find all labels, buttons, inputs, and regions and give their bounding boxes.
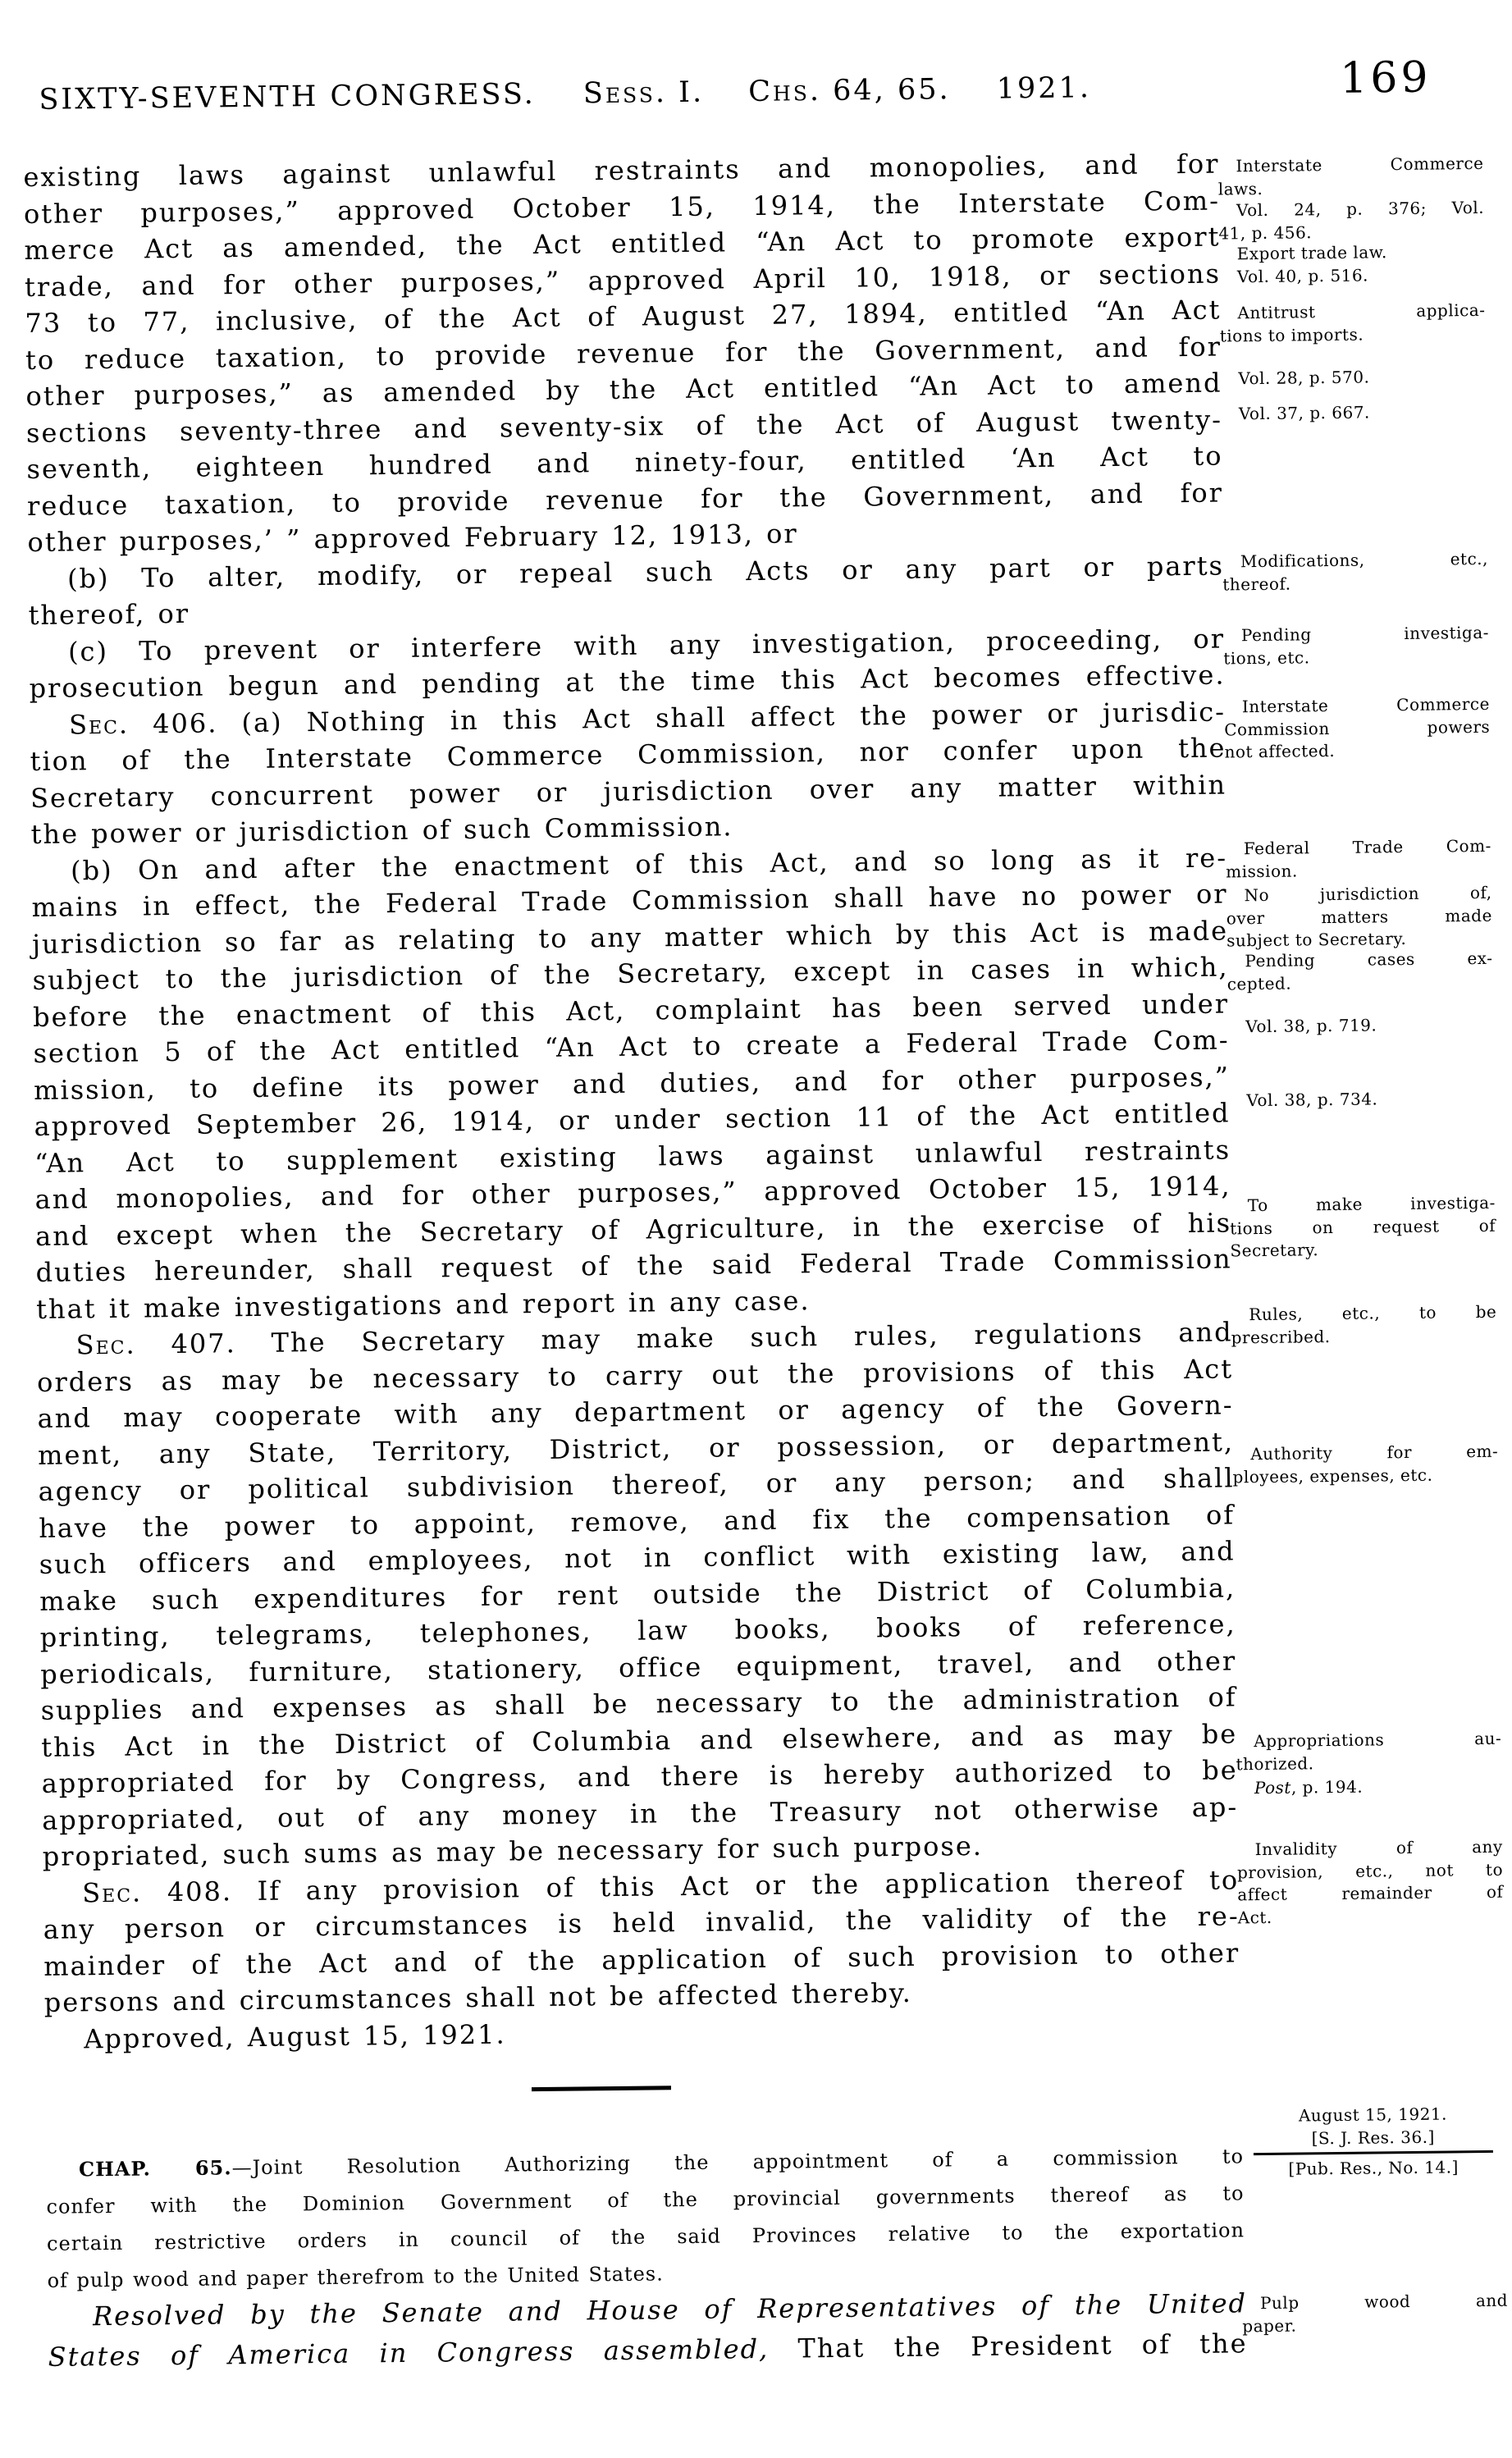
margin-note [1226,882,1492,953]
text-line: subject to Secretary. [1227,928,1407,951]
text-line: thereof, or [28,597,190,632]
text-line: Sec. 406. (a) Nothing in this Act shall affect the power or jurisdic- [68,695,1227,740]
text-line: subject to the jurisdiction of the Secretary, except in cases in which, [32,951,1229,996]
text-line: Modifications, etc., [1240,548,1489,572]
text-line: jurisdiction so far as relating to any matter which by this Act is made [31,914,1229,960]
text-line: Appropriations au- [1254,1728,1502,1752]
text-line: prescribed. [1231,1326,1331,1347]
text-line: Act. [1237,1907,1272,1927]
paragraph [28,547,1225,634]
paragraph-sec-406 [30,693,1227,853]
text-line: Approved, August 15, 1921. [84,2018,506,2054]
text-line: mains in effect, the Federal Trade Commission shall have no power or [31,878,1228,923]
header-congress: SIXTY-SEVENTH CONGRESS. [39,77,536,117]
header-session: Sess. I. [582,75,705,111]
text-line: certain restrictive orders in council of the said Provinces relative to the exportation [46,2218,1245,2255]
text-line: Commission powers [1224,716,1491,739]
text-line: propriated, such sums as may be necessary for such purpose. [42,1830,984,1872]
margin-note [1224,693,1491,764]
text-line: supplies and expenses as shall be necessary to the administration of [40,1681,1237,1726]
page-number: 169 [1339,53,1432,103]
text-line: Pending investiga- [1240,622,1490,646]
text-line: ment, any State, Territory, District, or possession, or department, [37,1425,1235,1471]
chapter-heading [46,2137,1245,2300]
text-line: provision, etc., not to [1236,1859,1504,1882]
text-line: Invalidity of any [1254,1836,1503,1860]
text-line: make such expenditures for rent outside the District of Columbia, [39,1571,1236,1617]
text-line: and except when the Secretary of Agriculture, in the exercise of his [34,1206,1232,1252]
text-line: Pending cases ex- [1245,948,1493,971]
margin-note [1242,2290,1509,2338]
paragraph [29,620,1226,707]
text-line: (c) To prevent or interfere with any investigation, proceeding, or [67,622,1226,667]
text-line: Federal Trade Com- [1243,835,1492,859]
text-line: tions on request of [1230,1215,1496,1238]
text-line: printing, telegrams, telephones, law books, books of reference, [39,1608,1236,1653]
text-line: Vol. 38, p. 719. [1245,1015,1377,1037]
text-line: Antitrust applica- [1237,299,1486,323]
paragraph-sec-407 [36,1314,1238,1875]
text-line: and monopolies, and for other purposes,” approved October 15, 1914, [34,1170,1231,1215]
text-line: appropriated for by Congress, and there is hereby authorized to be [41,1754,1238,1799]
senate-resolution-number: [S. J. Res. 36.] [1311,2127,1435,2149]
text-line: No jurisdiction of, [1244,882,1492,906]
text-line: and may cooperate with any department or agency of the Govern- [37,1389,1234,1434]
text-line: the power or jurisdiction of such Commission. [30,811,733,850]
text-line: other purposes,” as amended by the Act entitled “An Act to amend [25,367,1222,413]
section-divider [532,2086,671,2091]
text-line: over matters made [1226,905,1492,928]
resolution-paragraph [48,2283,1248,2378]
text-line: Secretary concurrent power or jurisdiction over any matter within [30,768,1227,814]
text-line: existing laws against unlawful restraints and monopolies, and for [23,148,1220,194]
text-line: Vol. 38, p. 734. [1246,1089,1378,1111]
text-line: “An Act to supplement existing laws against unlawful restraints [34,1133,1231,1179]
margin-note [1236,1775,1502,1800]
text-line: Authority for em- [1250,1441,1499,1464]
text-line: thorized. [1236,1752,1314,1774]
text-line: duties hereunder, shall request of the said Federal Trade Commission [35,1243,1232,1288]
text-line: cepted. [1227,973,1292,994]
text-line: Vol. 28, p. 570. [1238,367,1370,389]
text-line: Export trade law. [1236,242,1387,264]
text-line: agency or political subdivision thereof, or any person; and shall [38,1462,1235,1507]
text-line: tions, etc. [1223,646,1310,668]
paragraph-sec-408 [43,1862,1240,2022]
margin-note [1231,1301,1497,1350]
text-line: Interstate Commerce [1236,153,1484,176]
text-line: section 5 of the Act entitled “An Act to create a Federal Trade Com- [33,1024,1230,1069]
text-line: Rules, etc., to be [1249,1301,1497,1325]
text-line: other purposes,” approved October 15, 1914, the Interstate Com- [23,184,1221,230]
text-line: of pulp wood and paper therefrom to the United States. [47,2262,664,2292]
margin-note [1228,1087,1494,1112]
text-line: affect remainder of [1237,1881,1504,1905]
text-line: persons and circumstances shall not be affected thereby. [43,1976,913,2018]
text-line: Secretary. [1230,1240,1319,1261]
text-line: tions to imports. [1219,324,1364,346]
text-line: 73 to 77, inclusive, of the Act of August 27, 1894, entitled “An Act [25,294,1222,340]
text-line: CHAP. 65.—Joint Resolution Authorizing the appointment of a commission to [78,2145,1245,2182]
text-line: any person or circumstances is held invalid, the validity of the re- [43,1900,1240,1945]
public-resolution-number: [Pub. Res., No. 14.] [1288,2157,1459,2179]
text-line: mission. [1226,860,1298,881]
margin-note [1218,197,1485,245]
text-line: reduce taxation, to provide revenue for the Government, and for [26,476,1224,522]
margin-note [1227,948,1493,996]
text-line: tion of the Interstate Commerce Commission, nor confer upon the [30,732,1227,777]
margin-note [1220,365,1486,391]
paragraph [31,839,1232,1327]
margin-note [1232,1441,1499,1489]
text-line: Pulp wood and [1259,2290,1509,2314]
page-header [39,71,1091,117]
text-line: Interstate Commerce [1241,693,1491,717]
margin-note [1237,1836,1504,1930]
margin-note [1236,1728,1502,1776]
text-line: this Act in the District of Columbia and elsewhere, and as may be [41,1717,1238,1763]
text-line: Vol. 37, p. 667. [1238,402,1370,424]
text-line: to reduce taxation, to provide revenue for the Government, and for [25,330,1222,376]
text-line: States of America in Congress assembled, That the President of the [48,2328,1248,2373]
text-line: have the power to appoint, remove, and fix the compensation of [38,1498,1236,1544]
text-line: other purposes,’ ” approved February 12, 1913, or [27,518,798,559]
header-chapters: Chs. 64, 65. [747,73,951,109]
text-line: Vol. 40, p. 516. [1236,265,1369,287]
text-line: not affected. [1224,740,1336,762]
body-text [23,145,1240,2057]
text-line: mainder of the Act and of the application of such provision to other [43,1936,1240,1982]
margin-note [1221,400,1487,426]
text-line: trade, and for other purposes,” approved April 10, 1918, or sections [24,257,1222,303]
chapter-date-note [1240,2102,1506,2182]
text-line: seventh, eighteen hundred and ninety-four, entitled ‘An Act to [26,440,1223,486]
text-line: mission, to define its power and duties, and for other purposes,” [33,1060,1231,1106]
margin-note [1219,240,1485,266]
text-line: Sec. 408. If any provision of this Act or the application thereof to [82,1863,1240,1908]
text-line: prosecution begun and pending at the time this Act becomes effective. [29,659,1226,704]
text-line: thereof. [1222,573,1291,594]
text-line: appropriated, out of any money in the Treasury not otherwise ap- [42,1790,1239,1836]
text-line: before the enactment of this Act, complaint has been served under [32,987,1230,1033]
text-line: approved September 26, 1914, or under section 11 of the Act entitled [34,1097,1231,1142]
text-line: Post, p. 194. [1254,1776,1364,1798]
margin-note [1223,622,1490,670]
note-divider [1254,2150,1493,2155]
text-line: Vol. 24, p. 376; Vol. [1236,197,1485,221]
text-line: paper. [1242,2315,1297,2336]
text-line: sections seventy-three and seventy-six of the Act of August twenty- [25,403,1223,449]
chapter-date: August 15, 1921. [1298,2104,1448,2126]
text-line: orders as may be necessary to carry out the provisions of this Act [36,1352,1234,1398]
margin-note [1227,1013,1493,1039]
margin-note [1219,299,1486,348]
paragraph [23,145,1223,560]
text-line: such officers and employees, not in conflict with existing law, and [39,1535,1236,1580]
text-line: Resolved by the Senate and House of Representatives of the United [92,2287,1248,2332]
text-line: that it make investigations and report in any case. [35,1284,811,1325]
margin-note [1230,1192,1496,1263]
margin-note [1222,548,1489,596]
text-line: To make investiga- [1247,1192,1496,1216]
text-line: 41, p. 456. [1218,222,1313,244]
header-year: 1921. [996,71,1092,106]
text-line: merce Act as amended, the Act entitled “An Act to promote export [24,221,1221,267]
margin-note [1226,835,1492,884]
margin-note [1217,153,1484,201]
text-line: ployees, expenses, etc. [1232,1464,1433,1487]
text-line: periodicals, furniture, stationery, office equipment, travel, and other [39,1644,1237,1690]
text-line: Sec. 407. The Secretary may make such rules, regulations and [75,1316,1233,1361]
text-line: (b) On and after the enactment of this Act, and so long as it re- [70,841,1228,886]
text-line: (b) To alter, modify, or repeal such Acts or any part or parts [66,549,1225,594]
margin-note [1219,263,1485,289]
text-line: laws. [1217,178,1263,199]
text-line: confer with the Dominion Government of the provincial governments thereof as to [46,2182,1245,2218]
